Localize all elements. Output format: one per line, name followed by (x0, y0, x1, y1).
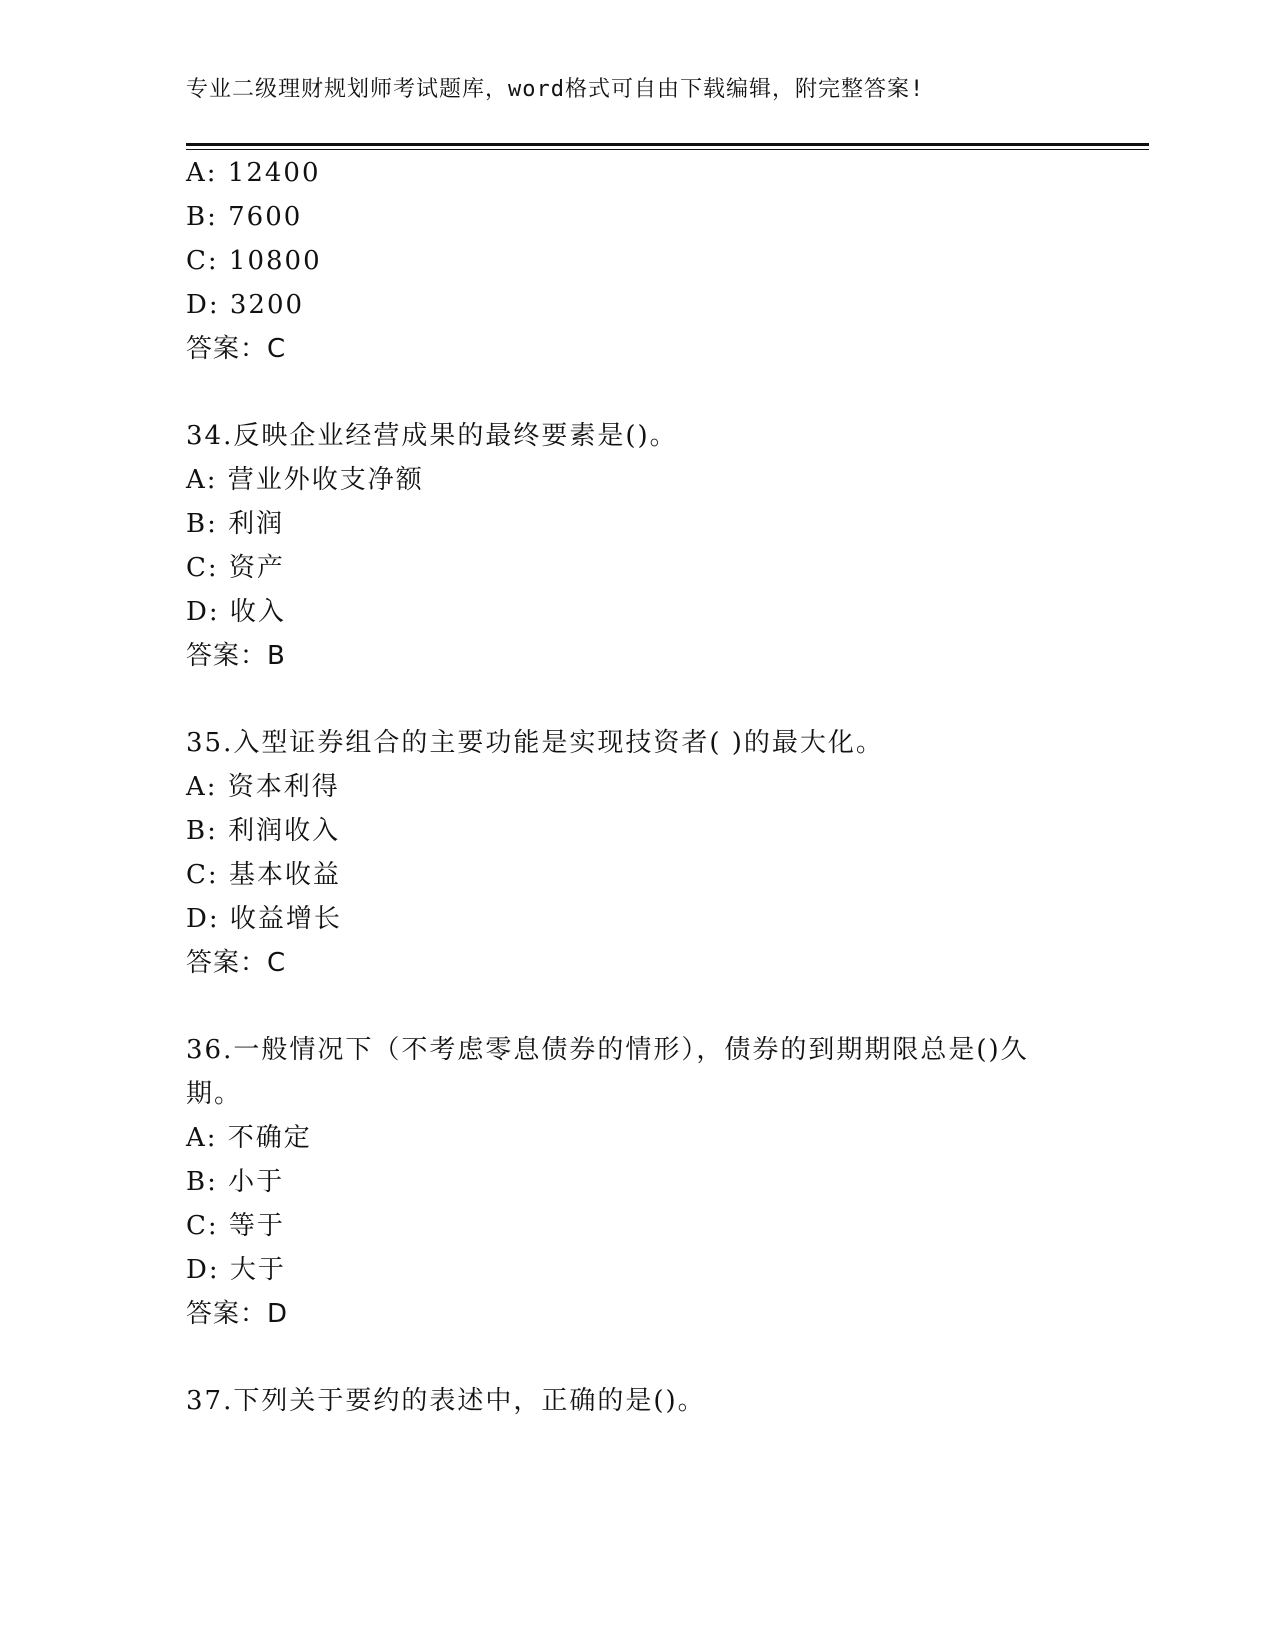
q33-option-c: C: 10800 (186, 246, 322, 276)
q35-answer: 答案：C (186, 948, 287, 978)
q34-stem: 34.反映企业经营成果的最终要素是()。 (186, 421, 678, 451)
q34-option-b: B: 利润 (186, 509, 285, 539)
page-header: 专业二级理财规划师考试题库，word格式可自由下载编辑，附完整答案! (186, 77, 925, 102)
q36-option-d: D: 大于 (186, 1255, 286, 1285)
header-rule-thick (186, 143, 1149, 146)
q36-stem-line1: 36.一般情况下（不考虑零息债券的情形），债券的到期期限总是()久 (186, 1035, 1029, 1065)
q36-option-a: A: 不确定 (186, 1123, 312, 1153)
q36-answer: 答案：D (186, 1299, 289, 1329)
q36-option-b: B: 小于 (186, 1167, 285, 1197)
q35-option-b: B: 利润收入 (186, 816, 341, 846)
q34-option-a: A: 营业外收支净额 (186, 465, 424, 495)
q33-option-d: D: 3200 (186, 290, 305, 320)
q33-option-a: A: 12400 (186, 158, 321, 188)
q34-option-d: D: 收入 (186, 597, 286, 627)
q37-stem: 37.下列关于要约的表述中，正确的是()。 (186, 1386, 706, 1416)
q35-option-d: D: 收益增长 (186, 904, 342, 934)
q34-answer: 答案：B (186, 641, 286, 671)
q36-option-c: C: 等于 (186, 1211, 285, 1241)
q35-stem: 35.入型证券组合的主要功能是实现技资者( )的最大化。 (186, 728, 884, 758)
q35-option-a: A: 资本利得 (186, 772, 340, 802)
q33-option-b: B: 7600 (186, 202, 303, 232)
q35-option-c: C: 基本收益 (186, 860, 341, 890)
q34-option-c: C: 资产 (186, 553, 285, 583)
header-rule-thin (186, 149, 1149, 150)
q33-answer: 答案：C (186, 334, 287, 364)
q36-stem-line2: 期。 (186, 1079, 243, 1109)
